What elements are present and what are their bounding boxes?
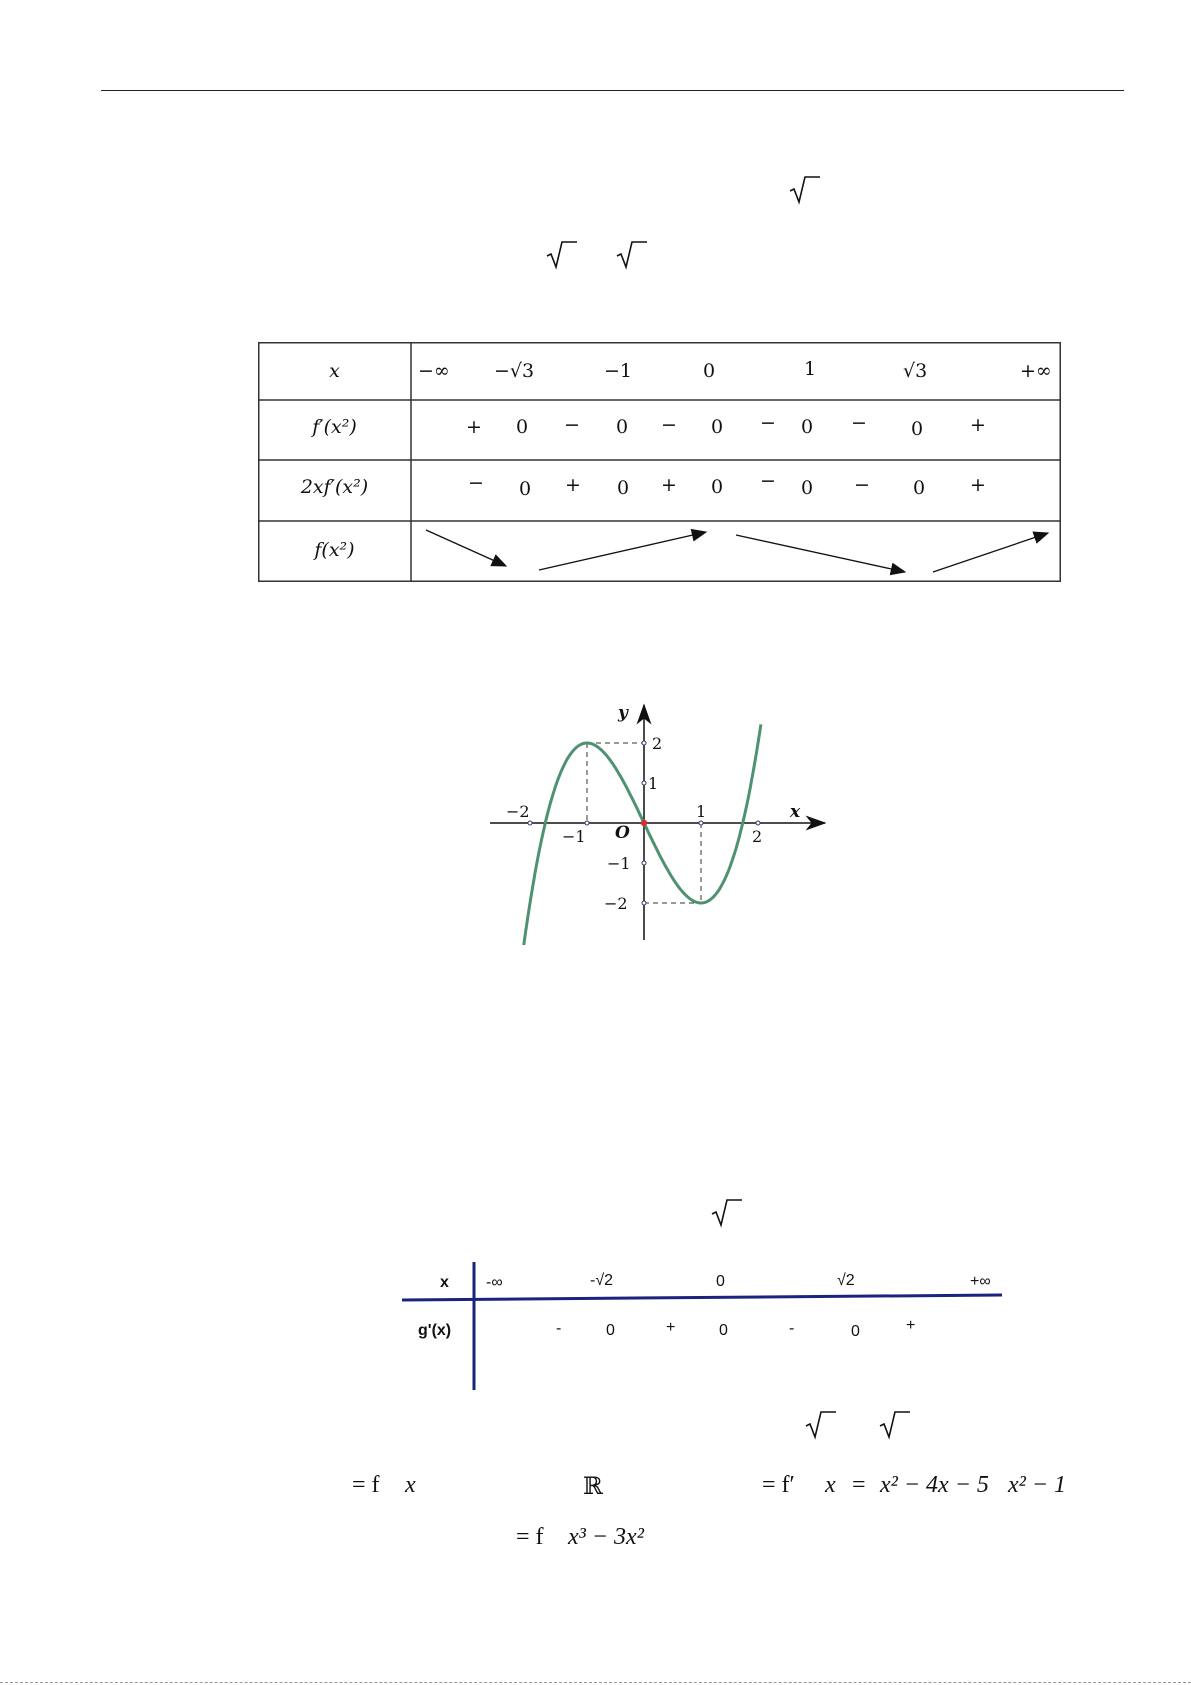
t1-x-val: −∞ [418, 360, 450, 382]
t2-sign: 0 [606, 1322, 615, 1339]
t1-r1: 0 [616, 416, 629, 438]
y-tick: 2 [652, 734, 663, 753]
t2-x-val: 0 [716, 1273, 725, 1290]
sqrt-mark-1 [788, 175, 822, 205]
t1-r2: − [760, 470, 776, 492]
t1-header-x: x [329, 360, 340, 382]
t2-sign: + [906, 1317, 916, 1334]
t2-x-val: -∞ [486, 1274, 503, 1291]
sqrt-mark-2 [545, 240, 579, 270]
formula-fragment: = f′ [762, 1472, 795, 1498]
t1-r2: − [854, 474, 870, 496]
t1-r1: + [466, 416, 482, 438]
arrow-down-2 [736, 535, 905, 572]
formula-fragment: x [825, 1472, 836, 1498]
t1-r2: + [970, 474, 986, 496]
t1-r1: − [564, 414, 580, 436]
t1-header-f: f(x²) [314, 539, 355, 561]
t1-r1: 0 [516, 416, 529, 438]
t1-r1: 0 [911, 418, 924, 440]
t1-x-val: +∞ [1020, 360, 1052, 382]
sign-table-2 [400, 1262, 1005, 1392]
x-axis-label: x [790, 802, 801, 822]
x-tick: −1 [562, 827, 586, 846]
sqrt-mark-4 [710, 1198, 744, 1228]
y-tick: 1 [648, 774, 659, 793]
cubic-curve [523, 724, 761, 945]
t1-header-fprime: f′(x²) [312, 416, 357, 438]
t1-r2: 0 [519, 478, 532, 500]
t1-x-val: 1 [804, 358, 817, 380]
origin-label: O [615, 823, 630, 843]
sqrt-mark-6 [878, 1410, 912, 1440]
t1-r1: 0 [711, 416, 724, 438]
formula-fragment: = f [516, 1524, 544, 1550]
x-tick: 1 [696, 802, 707, 821]
t1-x-val: −√3 [494, 360, 535, 382]
sqrt-mark-3 [615, 240, 649, 270]
function-graph [480, 695, 840, 945]
t1-x-val: 0 [703, 360, 716, 382]
y-tick: −1 [607, 854, 631, 873]
t2-x-val: +∞ [970, 1273, 991, 1290]
t2-sign: 0 [851, 1323, 860, 1340]
t1-r2: 0 [801, 477, 814, 499]
t1-x-val: √3 [903, 360, 928, 382]
sqrt-mark-5 [804, 1410, 838, 1440]
origin-point [641, 820, 647, 826]
t2-sign: 0 [719, 1322, 728, 1339]
t2-x-val: -√2 [590, 1272, 614, 1289]
formula-fragment: = [852, 1472, 866, 1498]
t1-header-2xfprime: 2xf′(x²) [300, 476, 369, 498]
t2-header-x: x [440, 1274, 449, 1291]
t1-r2: 0 [711, 476, 724, 498]
formula-fragment: x² − 4x − 5 [880, 1472, 989, 1498]
y-tick: −2 [604, 894, 628, 913]
formula-fragment: x³ − 3x² [568, 1524, 644, 1550]
t1-r2: + [565, 474, 581, 496]
t1-x-val: −1 [604, 360, 633, 382]
t1-r1: − [851, 412, 867, 434]
t1-r2: 0 [617, 477, 630, 499]
footer-rule [0, 1682, 1191, 1683]
formula-fragment: x [405, 1472, 416, 1498]
t2-sign: - [789, 1320, 795, 1337]
x-tick: 2 [752, 827, 763, 846]
arrow-up-1 [539, 532, 706, 570]
t1-r1: − [760, 412, 776, 434]
t1-r1: − [661, 414, 677, 436]
formula-fragment: x² − 1 [1008, 1472, 1067, 1498]
x-tick: −2 [506, 802, 530, 821]
t2-x-val: √2 [837, 1272, 855, 1289]
t1-r2: − [468, 472, 484, 494]
y-axis-label: y [618, 703, 628, 723]
t1-r1: + [970, 414, 986, 436]
t2-sign: - [556, 1320, 562, 1337]
variation-table-1 [258, 342, 1061, 582]
arrow-down-1 [426, 530, 506, 566]
t1-r2: + [661, 474, 677, 496]
reals-symbol: ℝ [583, 1474, 603, 1500]
t2-row-header: g'(x) [418, 1322, 452, 1339]
t2-sign: + [666, 1319, 676, 1336]
formula-fragment: = f [352, 1472, 380, 1498]
t1-r2: 0 [913, 477, 926, 499]
arrow-up-2 [933, 533, 1048, 572]
t1-r1: 0 [801, 416, 814, 438]
header-rule [101, 90, 1124, 91]
